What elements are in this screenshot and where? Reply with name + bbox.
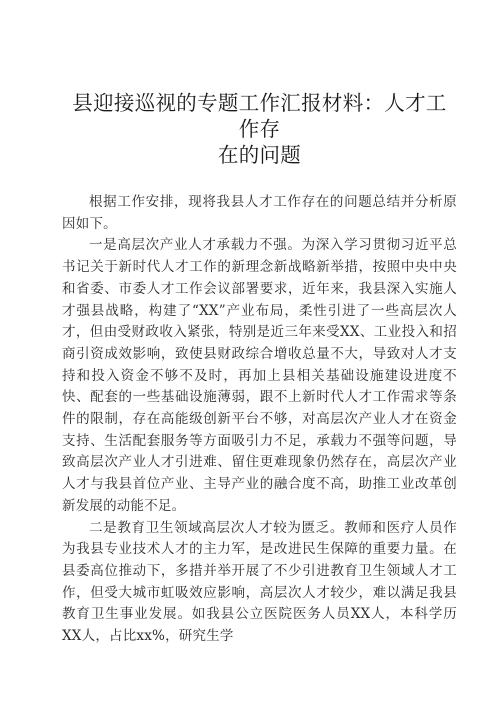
document-title-line-2: 在的问题 [217,143,302,167]
document-title-line-1: 县迎接巡视的专题工作汇报材料：人才工作存 [72,91,447,141]
paragraph-education-health: 二是教育卫生领域高层次人才较为匮乏。教师和医疗人员作为我县专业技术人才的主力军，是改进民生保障的重要力量。在县委高位推动下，多措并举开展了不少引进教育卫生领域人才工作，但受大城市虹吸效应影响，高层次人才较少，难以满足我县教育卫生事业发展。如我县公立医院医务人员XX人，本科学历XX人，占比xx%，研究生学 [62,519,457,645]
document-body [62,192,457,648]
document-title [62,90,457,168]
paragraph-talent-capacity: 一是高层次产业人才承载力不强。为深入学习贯彻习近平总书记关于新时代人才工作的新理念新战略新举措，按照中央中央和省委、市委人才工作会议部署要求，近年来，我县深入实施人才强县战略，构建了“XX”产业布局，柔性引进了一些高层次人才，但由受财政收入紧张，特别是近三年来受XX、工业投入和招商引资成效影响，致使县财政综合增收总量不大，导致对人才支持和投入资金不够不及时，再加上县相关基础设施建设进度不快、配套的一些基础设施薄弱，跟不上新时代人才工作需求等条件的限制，存在高能级创新平台不够，对高层次产业人才在资金支持、生活配套服务等方面吸引力不足，承载力不强等问题，导致高层次产业人才引进难、留住更难现象仍然存在，高层次产业人才与我县首位产业、主导产业的融合度不高，助推工业改革创新发展的动能不足。 [62,237,457,514]
paragraph-intro: 根据工作安排，现将我县人才工作存在的问题总结并分析原因如下。 [62,194,457,232]
